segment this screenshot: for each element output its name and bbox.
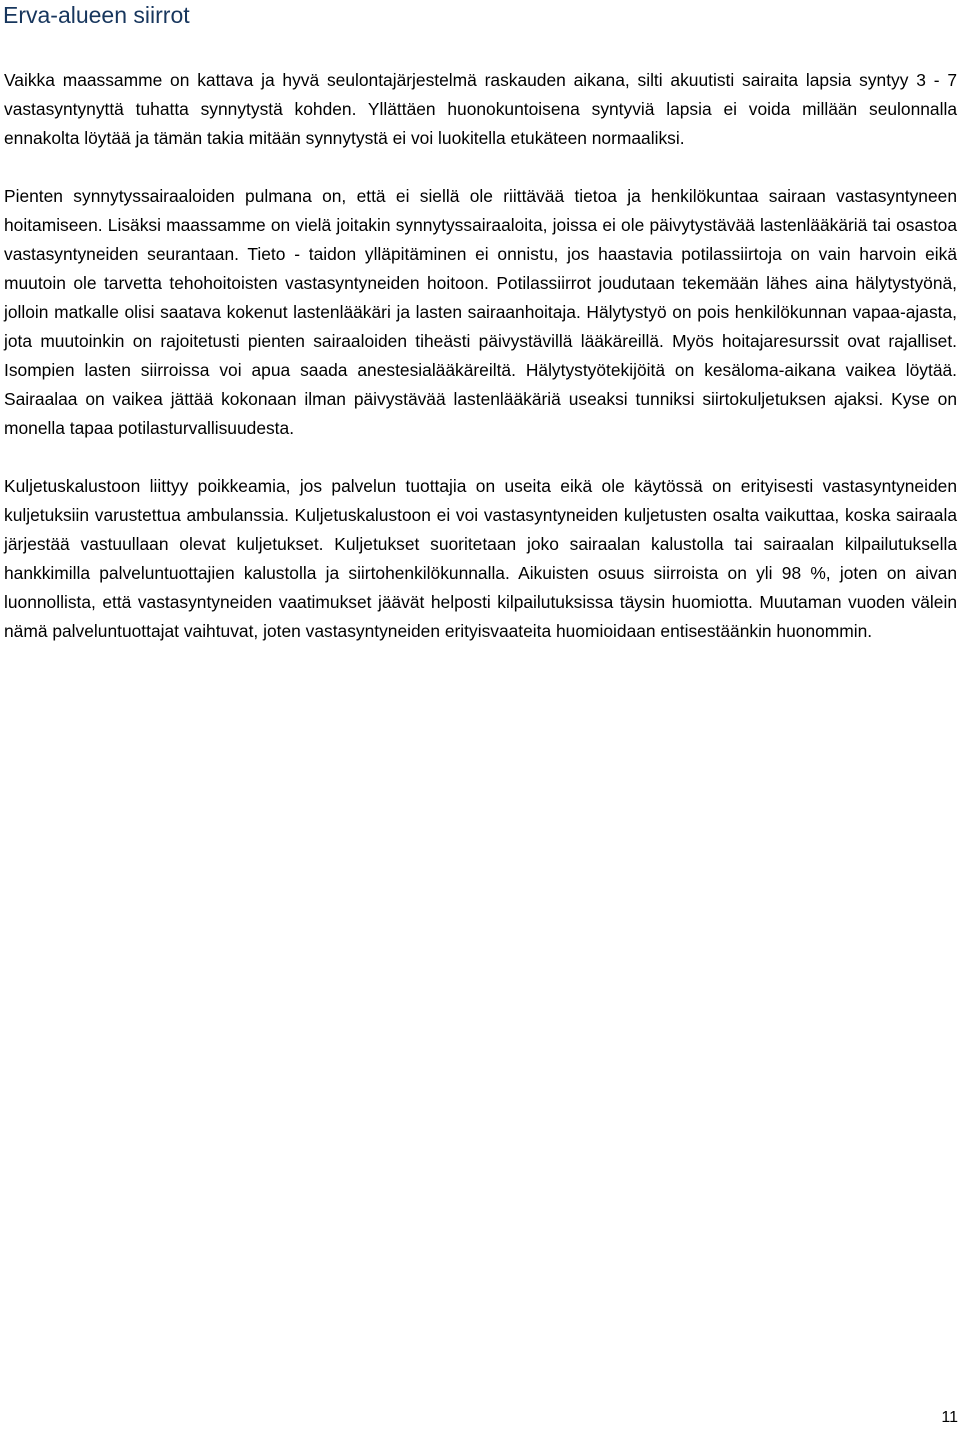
paragraph: Pienten synnytyssairaaloiden pulmana on, että ei siellä ole riittävää tietoa ja henkilökuntaa sairaan vastasyntyneen hoitamiseen. Lisäksi maassamme on vielä joitakin synnytyssairaaloita, joissa ei ole päivytystävää lastenlääkäriä tai osastoa vastasyntyneiden seurantaan. Tieto - taidon ylläpitäminen ei onnistu, jos haastavia potilassiirtoja on vain harvoin eikä muutoin ole tarvetta tehohoitoisten vastasyntyneiden hoitoon. Potilassiirrot joudutaan tekemään lähes aina hälytystyönä, jolloin matkalle olisi saatava kokenut lastenlääkäri ja lasten sairaanhoitaja. Hälytystyö on pois henkilökunnan vapaa-ajasta, jota muutoinkin on rajoitetusti pienten sairaaloiden tiheästi päivystävillä lääkäreillä. Myös hoitajaresurssit ovat rajalliset. Isompien lasten siirroissa voi apua saada anestesialääkäreiltä. Hälytystyötekijöitä on kesäloma-aikana vaikea löytää. Sairaalaa on vaikea jättää kokonaan ilman päivystävää lastenlääkäriä useaksi tunniksi siirtokuljetuksen ajaksi. Kyse on monella tapaa potilasturvallisuudesta. xyxy=(4,186,957,438)
paragraph: Vaikka maassamme on kattava ja hyvä seulontajärjestelmä raskauden aikana, silti akuutisti sairaita lapsia syntyy 3 - 7 vastasyntynyttä tuhatta synnytystä kohden. Yllättäen huonokuntoisena syntyviä lapsia ei voida millään seulonnalla ennakolta löytää ja tämän takia mitään synnytystä ei voi luokitella etukäteen normaaliksi. xyxy=(4,70,957,148)
page-number: 11 xyxy=(941,1409,958,1426)
paragraph: Kuljetuskalustoon liittyy poikkeamia, jos palvelun tuottajia on useita eikä ole käytössä on erityisesti vastasyntyneiden kuljetuksiin varustettua ambulanssia. Kuljetuskalustoon ei voi vastasyntyneiden kuljetusten osalta vaikuttaa, koska sairaala järjestää vastuullaan olevat kuljetukset. Kuljetukset suoritetaan joko sairaalan kalustolla tai sairaalan kilpailutuksella hankkimilla palveluntuottajien kalustolla ja siirtohenkilökunnalla. Aikuisten osuus siirroista on yli 98 %, joten on aivan luonnollista, että vastasyntyneiden vaatimukset jäävät helposti kilpailutuksissa täysin huomiotta. Muutaman vuoden välein nämä palveluntuottajat vaihtuvat, joten vastasyntyneiden erityisvaateita huomioidaan entisestäänkin huonommin. xyxy=(4,476,957,641)
document-body xyxy=(4,66,957,675)
page-title: Erva-alueen siirrot xyxy=(3,2,190,28)
